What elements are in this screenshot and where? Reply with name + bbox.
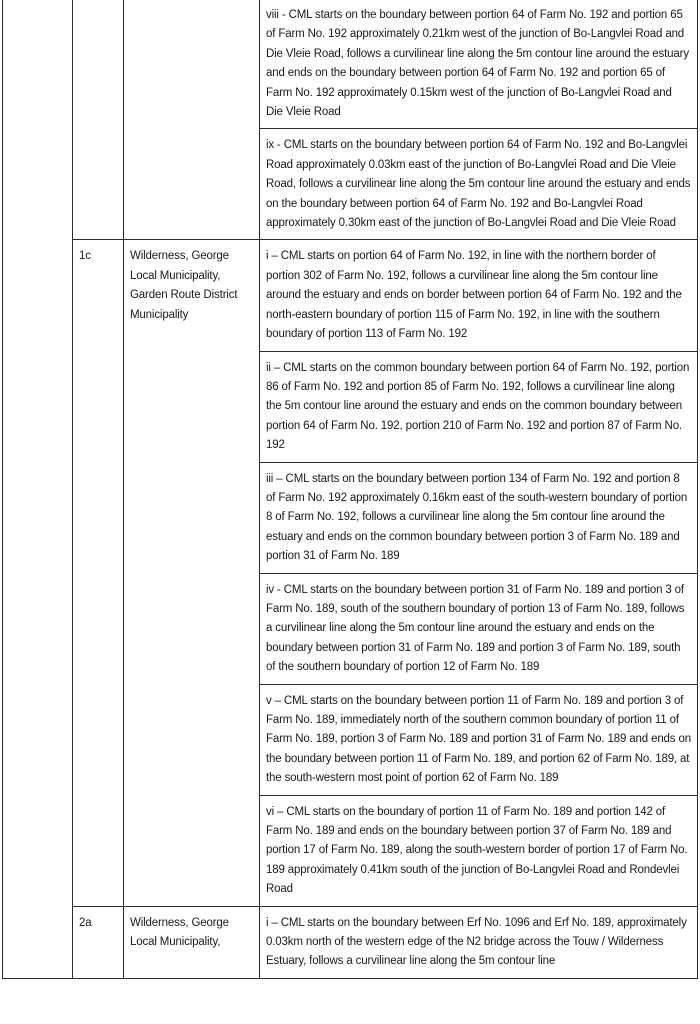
location-cell: Wilderness, George Local Municipality, Garden Route District Municipality xyxy=(124,240,260,906)
table-row xyxy=(3,0,698,129)
description-cell: i – CML starts on the boundary between Erf No. 1096 and Erf No. 189, approximately 0.03km north of the western edge of the N2 bridge across the Touw / Wilderness Estuary, follows a curvilinear line along the 5m contour line xyxy=(260,906,698,978)
empty-first-column-cell xyxy=(3,0,73,978)
cml-description-table xyxy=(2,0,698,979)
location-cell: Wilderness, George Local Municipality, xyxy=(124,906,260,978)
area-code-cell: 1c xyxy=(73,240,124,906)
description-cell: ii – CML starts on the common boundary between portion 64 of Farm No. 192, portion 86 of Farm No. 192 and portion 85 of Farm No. 192, follows a curvilinear line along the 5m contour line around the estuary and ends on the common boundary between portion 64 of Farm No. 192, portion 210 of Farm No. 192 and portion 87 of Farm No. 192 xyxy=(260,351,698,462)
table-row xyxy=(3,240,698,351)
location-cell-empty xyxy=(124,0,260,240)
description-cell: i – CML starts on portion 64 of Farm No. 192, in line with the northern border of portion 302 of Farm No. 192, follows a curvilinear line along the 5m contour line around the estuary and ends on border between portion 64 of Farm No. 192 and the north-eastern boundary of portion 115 of Farm No. 192, in line with the southern boundary of portion 113 of Farm No. 192 xyxy=(260,240,698,351)
description-cell: v – CML starts on the boundary between portion 11 of Farm No. 189 and portion 3 of Farm No. 189, immediately north of the southern common boundary of portion 11 of Farm No. 189, portion 3 of Farm No. 189 and portion 31 of Farm No. 189 and ends on the boundary between portion 11 of Farm No. 189, and portion 62 of Farm No. 189, at the south-western most point of portion 62 of Farm No. 189 xyxy=(260,684,698,795)
code-cell-empty xyxy=(73,0,124,240)
description-cell: iii – CML starts on the boundary between portion 134 of Farm No. 192 and portion 8 of Farm No. 192 approximately 0.16km east of the south-western boundary of portion 8 of Farm No. 192, follows a curvilinear line along the 5m contour line around the estuary and ends on the common boundary between portion 3 of Farm No. 189 and portion 31 of Farm No. 189 xyxy=(260,462,698,573)
description-cell: ix - CML starts on the boundary between portion 64 of Farm No. 192 and Bo-Langvlei Road approximately 0.03km east of the junction of Bo-Langvlei Road and Die Vleie Road, follows a curvilinear line along the 5m contour line around the estuary and ends on the boundary between portion 64 of Farm No. 192 and Bo-Langvlei Road approximately 0.30km east of the junction of Bo-Langvlei Road and Die Vleie Road xyxy=(260,129,698,240)
area-code-cell: 2a xyxy=(73,906,124,978)
description-cell: viii - CML starts on the boundary between portion 64 of Farm No. 192 and portion 65 of Farm No. 192 approximately 0.21km west of the junction of Bo-Langvlei Road and Die Vleie Road, follows a curvilinear line along the 5m contour line around the estuary and ends on the boundary between portion 64 of Farm No. 192 and portion 65 of Farm No. 192 approximately 0.15km west of the junction of Bo-Langvlei Road and Die Vleie Road xyxy=(260,0,698,129)
description-cell: iv - CML starts on the boundary between portion 31 of Farm No. 189 and portion 3 of Farm No. 189, south of the southern boundary of portion 13 of Farm No. 189, follows a curvilinear line along the 5m contour line around the estuary and ends on the boundary between portion 31 of Farm No. 189 and portion 3 of Farm No. 189, south of the southern boundary of portion 12 of Farm No. 189 xyxy=(260,573,698,684)
table-row xyxy=(3,906,698,978)
description-cell: vi – CML starts on the boundary of portion 11 of Farm No. 189 and portion 142 of Farm No. 189 and ends on the boundary between portion 37 of Farm No. 189 and portion 17 of Farm No. 189, along the south-western border of portion 17 of Farm No. 189 approximately 0.41km south of the junction of Bo-Langvlei Road and Rondevlei Road xyxy=(260,795,698,906)
